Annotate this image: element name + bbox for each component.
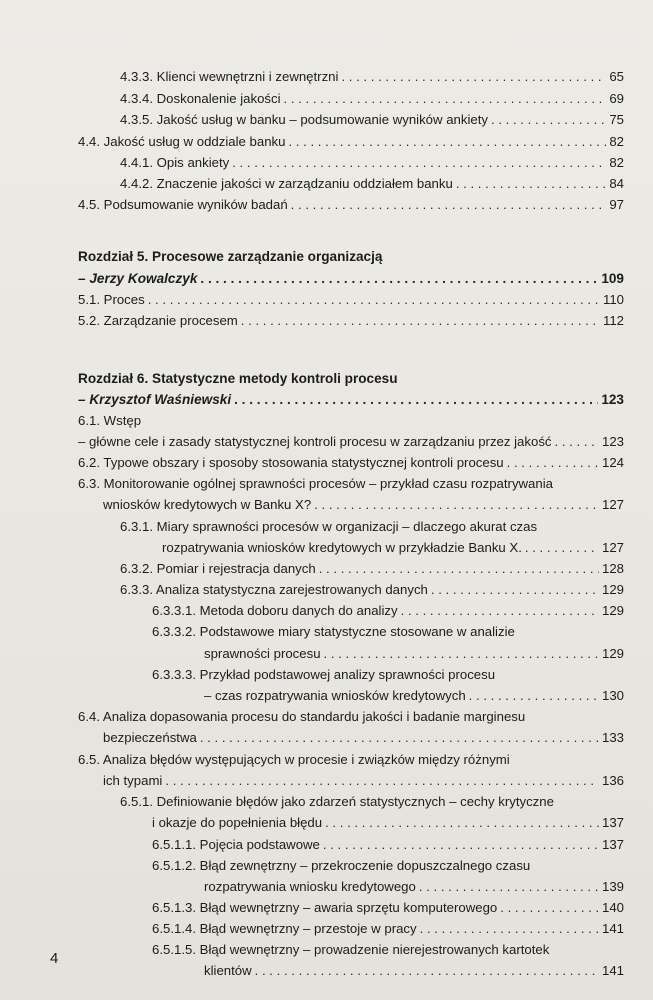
toc-entry-title: klientów [204, 963, 252, 978]
toc-leader-dots [234, 391, 598, 409]
toc-entry [120, 175, 624, 193]
toc-entry [162, 539, 624, 557]
toc-leader-dots [325, 814, 599, 832]
toc-entry-title: 4.4. Jakość usług w oddziale banku [78, 134, 286, 149]
toc-entry-page: 123 [601, 392, 624, 407]
toc-entry-title: 6.5.1.2. Błąd zewnętrzny – przekroczenie dopuszczalnego czasu [152, 858, 531, 873]
toc-entry-title: 6.5.1.1. Pojęcia podstawowe [152, 837, 320, 852]
toc-leader-dots [314, 496, 599, 514]
toc-entry-page: 129 [601, 582, 624, 597]
toc-entry [120, 90, 624, 108]
toc-entry [152, 899, 624, 917]
toc-entry-title: 6.3.3.2. Podstawowe miary statystyczne stosowane w analizie [152, 624, 515, 639]
toc-entry-page: 133 [601, 730, 624, 745]
toc-entry-title: 4.3.3. Klienci wewnętrzni i zewnętrzni [120, 69, 339, 84]
toc-leader-dots [148, 291, 600, 309]
chapter-6-author-entry [78, 391, 624, 409]
toc-leader-dots [525, 539, 599, 557]
toc-entry [120, 111, 624, 129]
toc-entry-page: 69 [609, 91, 624, 106]
toc-entry-title: 6.3.3.3. Przykład podstawowej analizy sprawności procesu [152, 667, 496, 682]
toc-entry-page: 97 [609, 197, 624, 212]
toc-entry-page: 139 [601, 879, 624, 894]
toc-leader-dots [401, 602, 599, 620]
toc-entry-title: 6.3.3.1. Metoda doboru danych do analizy [152, 603, 398, 618]
toc-entry [204, 878, 624, 896]
page-number: 4 [50, 950, 59, 967]
toc-entry-page: 127 [601, 497, 624, 512]
toc-entry-title: 6.4. Analiza dopasowania procesu do standardu jakości i badanie marginesu [78, 709, 526, 724]
toc-leader-dots [319, 560, 599, 578]
toc-entry-title: 4.4.2. Znaczenie jakości w zarządzaniu oddziałem banku [120, 176, 453, 191]
toc-entry [78, 133, 624, 151]
toc-entry-title: 5.1. Proces [78, 292, 145, 307]
toc-entry-page: 65 [609, 69, 624, 84]
toc-leader-dots [200, 729, 599, 747]
toc-leader-dots [232, 154, 606, 172]
toc-entry-title: 6.5.1. Definiowanie błędów jako zdarzeń statystycznych – cechy krytyczne [120, 794, 554, 809]
toc-entry-title: – czas rozpatrywania wniosków kredytowych [204, 688, 466, 703]
chapter-author: – Jerzy Kowalczyk [78, 271, 198, 286]
toc-entry-title: 5.2. Zarządzanie procesem [78, 313, 238, 328]
toc-entry [120, 560, 624, 578]
toc-entry-page: 129 [601, 646, 624, 661]
toc-entry-title: i okazje do popełnienia błędu [152, 815, 323, 830]
toc-entry-title: 6.3. Monitorowanie ogólnej sprawności procesów – przykład czasu rozpatrywania [78, 476, 553, 491]
toc-entry-page: 129 [601, 603, 624, 618]
chapter-6-title: Rozdział 6. Statystyczne metody kontroli procesu [78, 371, 398, 386]
toc-entry-page: 130 [601, 688, 624, 703]
toc-entry-page: 136 [601, 773, 624, 788]
toc-entry-page: 128 [601, 561, 624, 576]
chapter-author: – Krzysztof Waśniewski [78, 392, 232, 407]
toc-entry [120, 154, 624, 172]
toc-entry-page: 127 [601, 540, 624, 555]
toc-entry-title: 6.5.1.5. Błąd wewnętrzny – prowadzenie nierejestrowanych kartotek [152, 942, 550, 957]
toc-entry [103, 496, 624, 514]
toc-entry [204, 687, 624, 705]
toc-entry [103, 772, 624, 790]
toc-leader-dots [323, 836, 599, 854]
toc-entry-title: bezpieczeństwa [103, 730, 197, 745]
toc-entry-page: 82 [609, 155, 624, 170]
toc-leader-dots [241, 312, 600, 330]
toc-entry-page: 141 [601, 963, 624, 978]
toc-leader-dots [200, 270, 598, 288]
toc-leader-dots [284, 90, 607, 108]
chapter-5-title: Rozdział 5. Procesowe zarządzanie organizacją [78, 249, 383, 264]
toc-entry [78, 433, 624, 451]
toc-entry-title: 6.5. Analiza błędów występujących w procesie i związków między różnymi [78, 752, 510, 767]
toc-entry-title: 4.4.1. Opis ankiety [120, 155, 230, 170]
toc-entry-page: 137 [601, 837, 624, 852]
toc-leader-dots [431, 581, 599, 599]
toc-entry-title: 4.3.4. Doskonalenie jakości [120, 91, 281, 106]
toc-entry [152, 602, 624, 620]
toc-leader-dots [469, 687, 599, 705]
toc-entry [120, 581, 624, 599]
toc-leader-dots [500, 899, 599, 917]
toc-leader-dots [507, 454, 599, 472]
toc-entry-page: 110 [602, 292, 624, 307]
toc-entry [78, 312, 624, 330]
toc-entry-page: 137 [601, 815, 624, 830]
toc-entry-title: wniosków kredytowych w Banku X? [103, 497, 312, 512]
toc-leader-dots [456, 175, 607, 193]
toc-entry-title: ich typami [103, 773, 163, 788]
toc-entry-title: 6.5.1.4. Błąd wewnętrzny – przestoje w pracy [152, 921, 417, 936]
toc-leader-dots [288, 133, 606, 151]
toc-entry-page: 112 [602, 313, 624, 328]
chapter-5-author-entry [78, 270, 624, 288]
toc-entry-page: 141 [601, 921, 624, 936]
toc-entry [152, 920, 624, 938]
toc-entry [152, 814, 624, 832]
toc-leader-dots [291, 196, 607, 214]
toc-entry-page: 84 [609, 176, 624, 191]
toc-entry-page: 75 [609, 112, 624, 127]
toc-leader-dots [165, 772, 599, 790]
toc-leader-dots [419, 878, 599, 896]
toc-leader-dots [255, 962, 599, 980]
toc-entry-title: 4.5. Podsumowanie wyników badań [78, 197, 288, 212]
toc-leader-dots [324, 645, 599, 663]
toc-entry [78, 196, 624, 214]
toc-leader-dots [420, 920, 599, 938]
toc-entry-title: 6.3.3. Analiza statystyczna zarejestrowanych danych [120, 582, 428, 597]
toc-entry [152, 836, 624, 854]
toc-entry-page: 82 [609, 134, 624, 149]
toc-entry [78, 454, 624, 472]
toc-entry [78, 291, 624, 309]
toc-entry [204, 645, 624, 663]
toc-entry-title: 4.3.5. Jakość usług w banku – podsumowanie wyników ankiety [120, 112, 488, 127]
toc-entry-title: rozpatrywania wniosku kredytowego [204, 879, 416, 894]
toc-entry-page: 109 [601, 271, 624, 286]
toc-entry-title: – główne cele i zasady statystycznej kontroli procesu w zarządzaniu przez jakość [78, 434, 552, 449]
toc-entry-page: 124 [601, 455, 624, 470]
toc-entry [103, 729, 624, 747]
toc-entry-page: 140 [601, 900, 624, 915]
toc-leader-dots [341, 68, 606, 86]
toc-entry-title: 6.1. Wstęp [78, 413, 142, 428]
toc-entry-title: rozpatrywania wniosków kredytowych w przykładzie Banku X. [162, 540, 522, 555]
toc-entry-page: 123 [601, 434, 624, 449]
toc-entry [204, 962, 624, 980]
toc-entry-title: 6.3.2. Pomiar i rejestracja danych [120, 561, 316, 576]
toc-leader-dots [491, 111, 606, 129]
toc-entry-title: sprawności procesu [204, 646, 321, 661]
toc-entry [120, 68, 624, 86]
toc-entry-title: 6.2. Typowe obszary i sposoby stosowania statystycznej kontroli procesu [78, 455, 504, 470]
toc-entry-title: 6.3.1. Miary sprawności procesów w organizacji – dlaczego akurat czas [120, 519, 538, 534]
toc-leader-dots [555, 433, 599, 451]
toc-entry-title: 6.5.1.3. Błąd wewnętrzny – awaria sprzętu komputerowego [152, 900, 498, 915]
